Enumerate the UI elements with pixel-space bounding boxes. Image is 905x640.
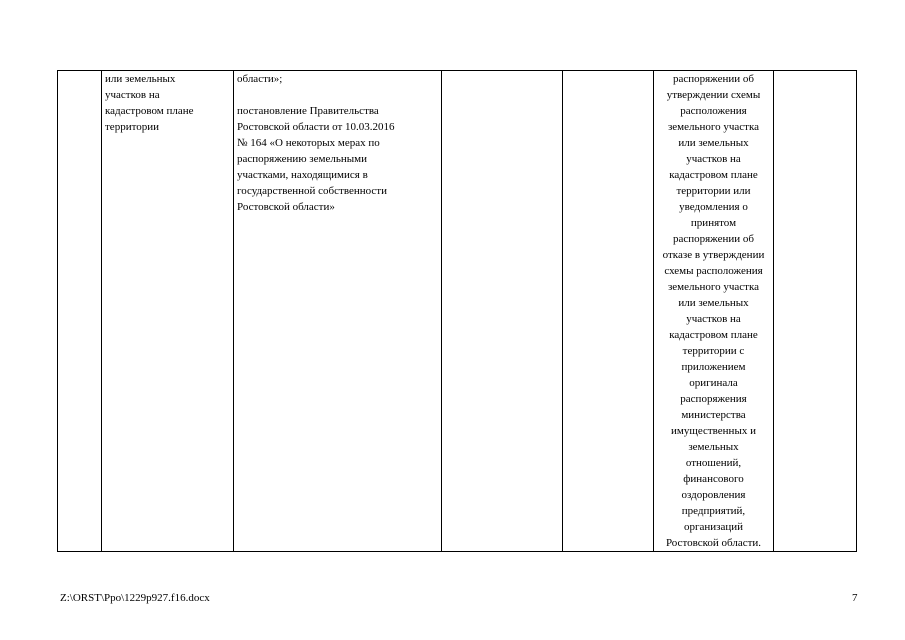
footer-file-path: Z:\ORST\Ppo\1229p927.f16.docx	[60, 592, 210, 604]
table-cell-number	[58, 71, 102, 552]
document-table	[57, 70, 857, 552]
table-cell-empty-3	[774, 71, 857, 552]
table-cell-result: распоряжении об утверждении схемы расположения земельного участка или земельных участков на кадастровом плане территории или уведомления о принятом распоряжении об отказе в утверждении схемы расположения земельного участка или земельных участков на кадастровом плане территории с приложением оригинала распоряжения министерства имущественных и земельных отношений, финансового оздоровления предприятий, организаций Ростовской области.	[654, 71, 774, 552]
table-cell-legal-basis: области»; постановление Правительства Ростовской области от 10.03.2016 № 164 «О некоторых мерах по распоряжению земельными участками, находящимися в государственной собственности Ростовской области»	[234, 71, 442, 552]
table-row	[58, 71, 857, 552]
table-cell-service-name: или земельных участков на кадастровом плане территории	[102, 71, 234, 552]
table-cell-empty-2	[563, 71, 654, 552]
table-cell-empty-1	[442, 71, 563, 552]
page-number: 7	[852, 592, 858, 604]
